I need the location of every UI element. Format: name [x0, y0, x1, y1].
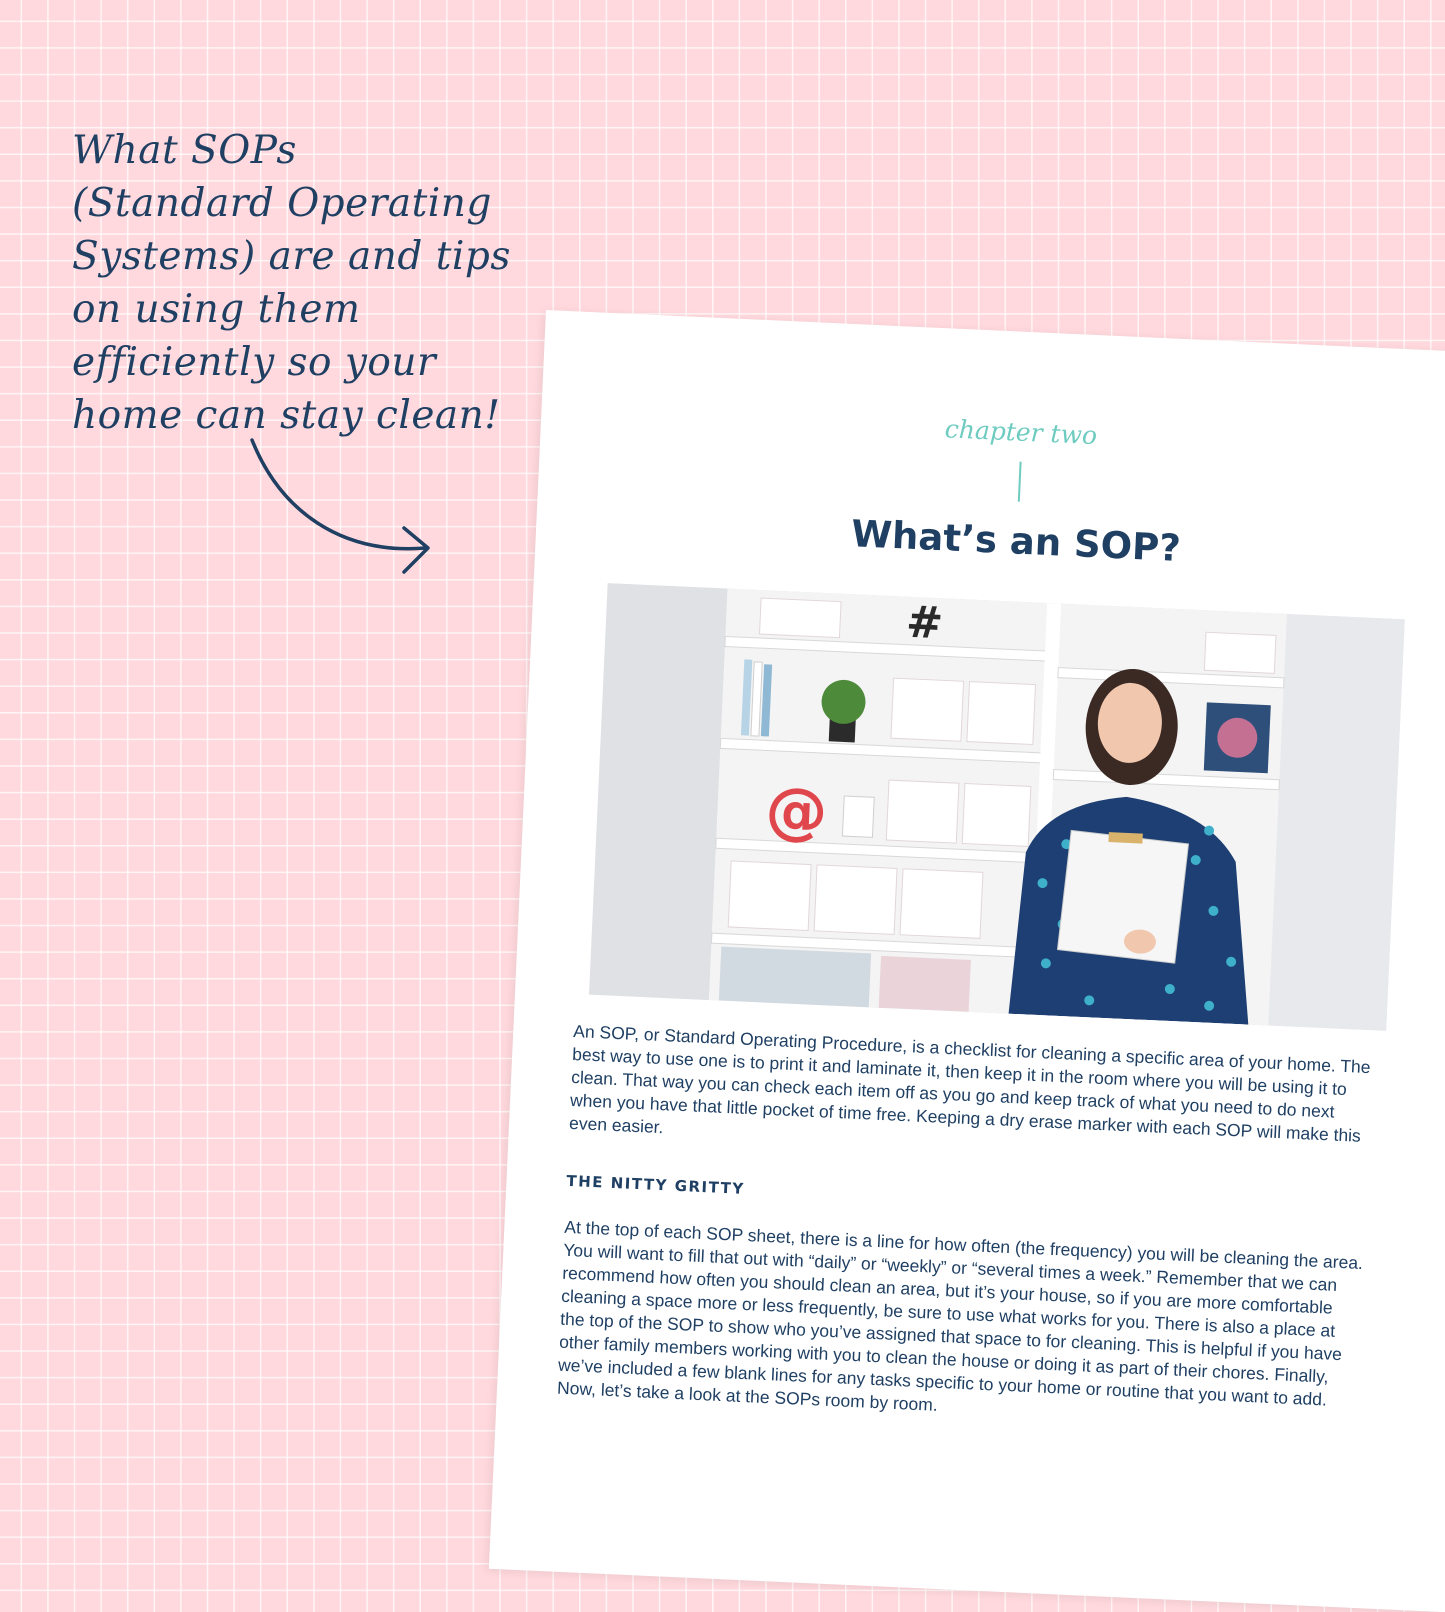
curved-arrow-icon: [240, 430, 440, 590]
intro-blurb: What SOPs (Standard Operating Systems) are and tips on using them efficiently so your home can stay clean!: [72, 128, 511, 438]
chapter-label: chapter two: [944, 414, 1098, 451]
photo-at-sign: @: [763, 772, 830, 849]
document-page: [489, 310, 1445, 1612]
office-photo: [589, 583, 1405, 1031]
svg-text:#: #: [905, 596, 945, 650]
page-title: What’s an SOP?: [850, 512, 1182, 571]
office-photo-illustration: [589, 583, 1405, 1031]
intro-paragraph: An SOP, or Standard Operating Procedure, is a checklist for cleaning a specific area of your home. The best way to use one is to print it and laminate it, then keep it in the room where you will be using it to clean. That way you can check each item off as you go and keep track of what you need to do next when you have that little pocket of time free. Keeping a dry erase marker with each SOP will make this even easier.: [568, 1020, 1371, 1146]
section-heading: THE NITTY GRITTY: [566, 1171, 746, 1198]
chapter-divider: [1018, 462, 1022, 502]
nitty-gritty-paragraph: At the top of each SOP sheet, there is a line for how often (the frequency) you will be cleaning the area. You will want to fill that out with “daily” or “weekly” or “several times a week.” Remember that we can recommend how often you should clean an area, but it’s your house, so if you are more comfortable cleaning a space more or less frequently, be sure to use what works for you. There is also a place at the top of the SOP to show who you’ve assigned that space to for cleaning. This is helpful if you have other family members working with you to clean the house or doing it as part of their chores. Finally, we’ve included a few blank lines for any tasks specific to your home or routine that you want to add. Now, let’s take a look at the SOPs room by room.: [556, 1216, 1364, 1415]
